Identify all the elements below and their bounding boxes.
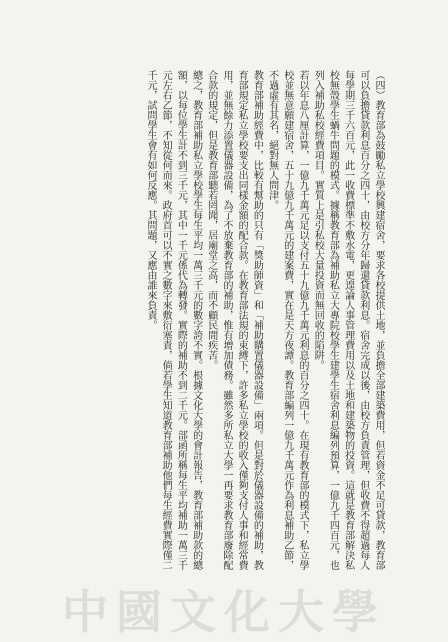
vertical-text-body	[143, 70, 386, 570]
watermark-text: 中國文化大學	[62, 585, 386, 639]
paragraph-3: 教育部補助經費中，比較有幫助的只有「獎助師資」和「補助購置儀器設備」兩項。但是對於儀器設備的補助，教育部規定私立學校要支出同樣金額的配合款。在教育部法規的束縛下，許多私立學校的收入僅夠支付人事和經常費用，並無餘力添置儀器設備，為了不放棄教育部的補助，惟有增加債務。雖然多所私立大學一再要求教育部廢除配合款的規定，但是教育部聽若罔聞，居廟堂之高，而不顧民間疾苦。	[205, 70, 263, 570]
paragraph-2: 若以年息八厘計算，一億九千萬元足以支付五十九億九千萬元利息的百分之四十。在現有教育部的模式下，私立學校並無意願建宿舍，五十九億九千萬元的建案費，實在是天方夜譚。教育部編列一億九千萬元作為利息補助乙節，不過虛有其名，絕對無人問津。	[266, 70, 308, 570]
paragraph-4: 總之，教育部補助私立學校學生每生平均一萬三千元的數字誇不實。根據文化大學的會計報告，教育部補助款的總額，以每位學生計不到三千元，其中一千元係代為轉發。實際的補助不到二千元。部函所稱每生平均補助一萬三千元左右乙節，不知從何而來。政府首可以不實之數字來敷衍塞責，倘若學生知道教育部補助他們每生經費實際僅二千元，試問學生會有如何反應。其問題，又應由誰來負責。	[144, 70, 202, 570]
paragraph-1: （四）教育部為鼓勵私立學校興建宿舍，要求各校提供土地，並負擔全部建築費用，但若資金不足可貸款，教育部可以負擔貸款利息百分之四十，由校方分年歸還貸款利息。宿舍完成以後，由校方負責管理，但收費不得超過每人每學期三千六百元，此一收費標準不敷水電，更遑論人事管理費用以及土地和建築物的投資。這就是教育部解決私校無殼學生蝸牛問題的模式。據稱教育部為補助私立大專院校學生建學生宿舍利息編列預算，一億九千四百元，也列入補助私校經費項目。實質上是引私校大量投資而無回收的陷阱。	[312, 70, 384, 570]
